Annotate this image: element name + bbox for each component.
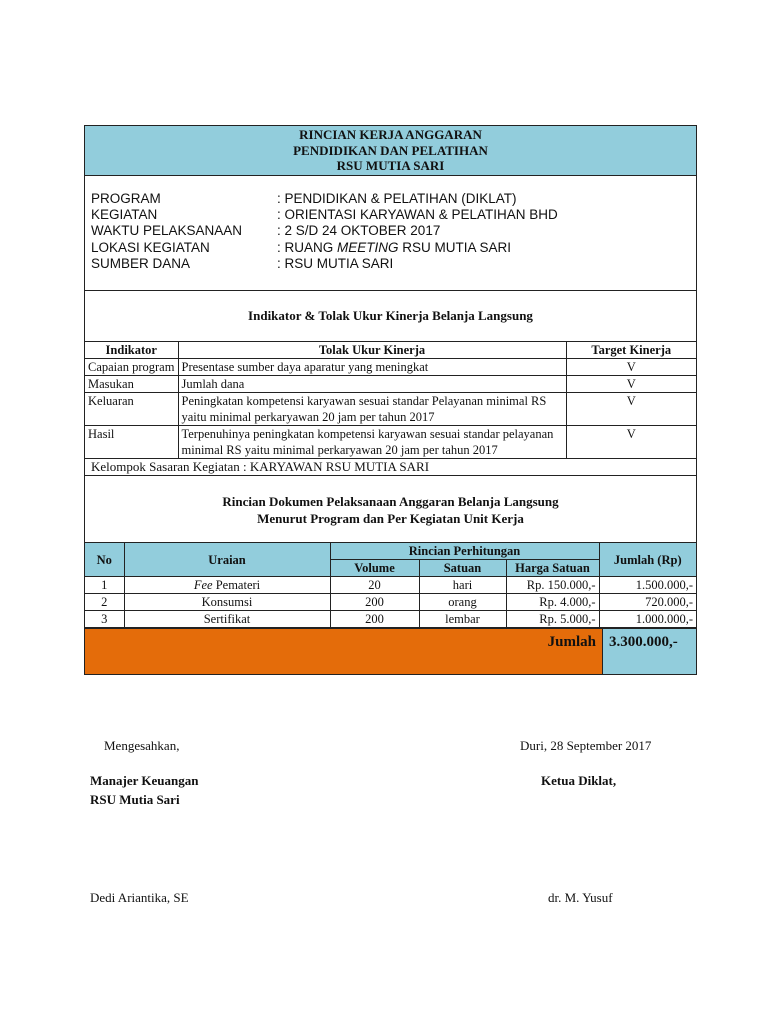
table-row: 3 Sertifikat 200 lembar Rp. 5.000,- 1.000.000,- [85, 611, 696, 628]
table-row: 2 Konsumsi 200 orang Rp. 4.000,- 720.000,- [85, 594, 696, 611]
total-value: 3.300.000,- [602, 629, 696, 674]
document-title [85, 126, 696, 176]
right-signer-name: dr. M. Yusuf [548, 890, 613, 905]
left-signer-name: Dedi Ariantika, SE [90, 890, 189, 905]
info-sumber-dana: SUMBER DANA : RSU MUTIA SARI [91, 256, 394, 271]
title-line-1: RINCIAN KERJA ANGGARAN [299, 127, 482, 142]
budget-document [84, 125, 697, 675]
place-date: Duri, 28 September 2017 [520, 738, 652, 753]
total-label: Jumlah [85, 629, 602, 674]
table-header-row: Volume Satuan Harga Satuan [85, 560, 696, 577]
table-row: Capaian program Presentase sumber daya aparatur yang meningkat V [85, 359, 696, 376]
left-signer-title: Manajer Keuangan [90, 773, 199, 788]
kelompok-sasaran: Kelompok Sasaran Kegiatan : KARYAWAN RSU MUTIA SARI [85, 459, 696, 476]
info-waktu: WAKTU PELAKSANAAN : 2 S/D 24 OKTOBER 2017 [91, 223, 441, 238]
right-signer-title: Ketua Diklat, [541, 773, 617, 788]
info-program: PROGRAM : PENDIDIKAN & PELATIHAN (DIKLAT) [91, 191, 517, 206]
mengesahkan-text: Mengesahkan, [104, 738, 180, 753]
table-header-row: Indikator Tolak Ukur Kinerja Target Kinerja [85, 342, 696, 359]
total-row [85, 628, 696, 674]
title-line-2: PENDIDIKAN DAN PELATIHAN [293, 142, 488, 158]
table-row: 1 Fee Pemateri 20 hari Rp. 150.000,- 1.500.000,- [85, 577, 696, 594]
rincian-heading-line-2: Menurut Program dan Per Kegiatan Unit Kerja [257, 511, 524, 526]
program-info [85, 176, 696, 291]
rincian-table [85, 543, 696, 628]
table-row: Masukan Jumlah dana V [85, 376, 696, 393]
rincian-heading-line-1: Rincian Dokumen Pelaksanaan Anggaran Belanja Langsung [222, 494, 559, 509]
rincian-heading [85, 476, 696, 543]
table-header-row: No Uraian Rincian Perhitungan Jumlah (Rp) [85, 543, 696, 560]
indikator-heading: Indikator & Tolak Ukur Kinerja Belanja Langsung [85, 291, 696, 342]
info-kegiatan: KEGIATAN : ORIENTASI KARYAWAN & PELATIHAN BHD [91, 207, 558, 222]
title-line-3: RSU MUTIA SARI [336, 158, 445, 173]
info-lokasi: LOKASI KEGIATAN : RUANG MEETING RSU MUTIA SARI [91, 240, 512, 255]
table-row: Keluaran Peningkatan kompetensi karyawan sesuai standar Pelayanan minimal RS yaitu minimal perkaryawan 20 jam per tahun 2017 V [85, 393, 696, 426]
left-signer-org: RSU Mutia Sari [90, 792, 180, 807]
indikator-table [85, 342, 696, 459]
table-row: Hasil Terpenuhinya peningkatan kompetensi karyawan sesuai standar pelayanan minimal RS yaitu minimal perkaryawan 20 jam per tahun 2017 V [85, 426, 696, 459]
